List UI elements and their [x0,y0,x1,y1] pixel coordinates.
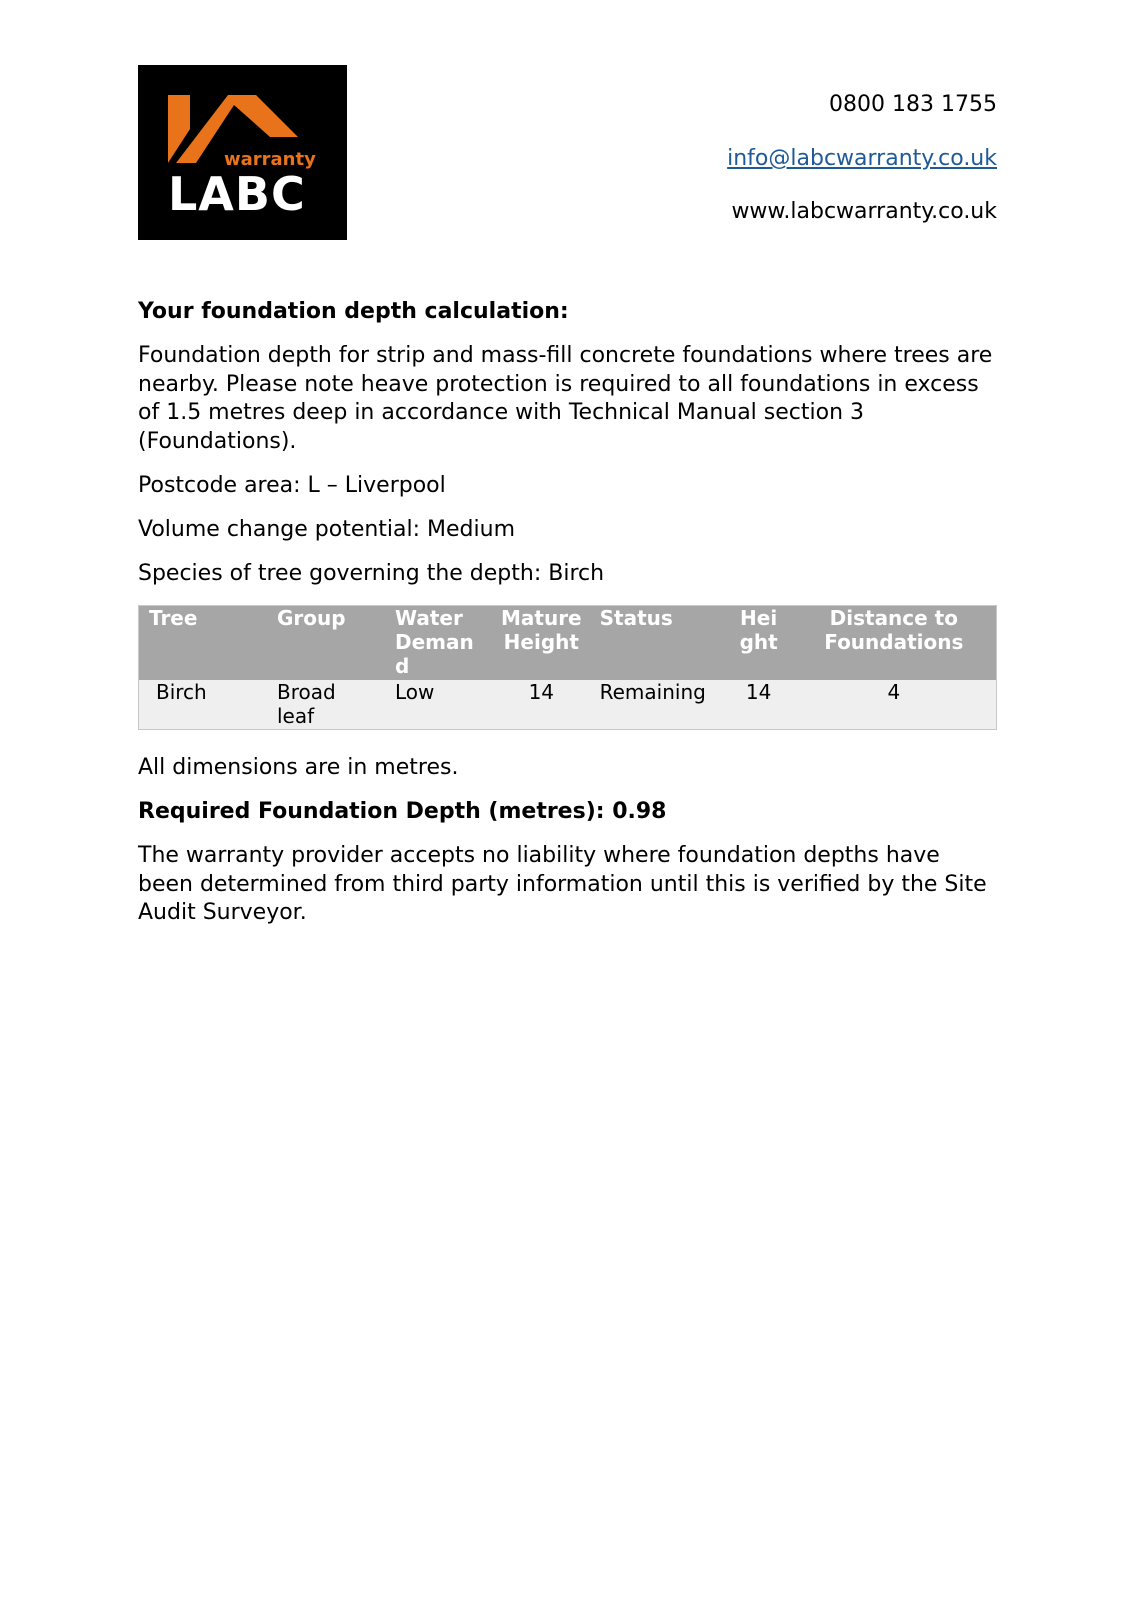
intro-paragraph: Foundation depth for strip and mass-fill concrete foundations where trees are nearby. Please note heave protection is required to all foundations in excess of 1.5 metres deep in accordance with Technical Manual section 3 (Foundations). [138,343,993,454]
disclaimer-paragraph: The warranty provider accepts no liability where foundation depths have been determined from third party information until this is verified by the Site Audit Surveyor. [138,843,987,925]
cell-status: Remaining [590,680,726,730]
cell-tree: Birch [139,680,268,730]
cell-water-demand: Low [385,680,491,730]
dimensions-note: All dimensions are in metres. [138,755,459,780]
volume-change-potential: Volume change potential: Medium [138,517,516,542]
col-header-mature-height: Mature Height [491,606,590,681]
col-header-water-demand: Water Demand [385,606,491,681]
col-header-status: Status [590,606,726,681]
table-header-row [139,606,997,681]
col-header-group: Group [267,606,385,681]
col-header-tree: Tree [139,606,268,681]
logo-labc-text: LABC [168,167,306,221]
cell-group: Broad leaf [267,680,385,730]
calculation-heading: Your foundation depth calculation: [138,299,569,324]
tree-table [138,605,997,730]
cell-height: 14 [726,680,790,730]
required-foundation-depth: Required Foundation Depth (metres): 0.98 [138,799,667,824]
labc-warranty-logo [138,65,347,240]
cell-distance: 4 [790,680,997,730]
contact-phone: 0800 183 1755 [829,92,997,117]
logo-warranty-text: warranty [224,149,316,170]
governing-species: Species of tree governing the depth: Birch [138,561,605,586]
table-row [139,680,997,730]
col-header-distance: Distance to Foundations [790,606,997,681]
col-header-height: Height [726,606,790,681]
contact-website: www.labcwarranty.co.uk [731,199,997,224]
postcode-area: Postcode area: L – Liverpool [138,473,446,498]
contact-email-link[interactable]: info@labcwarranty.co.uk [727,146,997,171]
cell-mature-height: 14 [491,680,590,730]
